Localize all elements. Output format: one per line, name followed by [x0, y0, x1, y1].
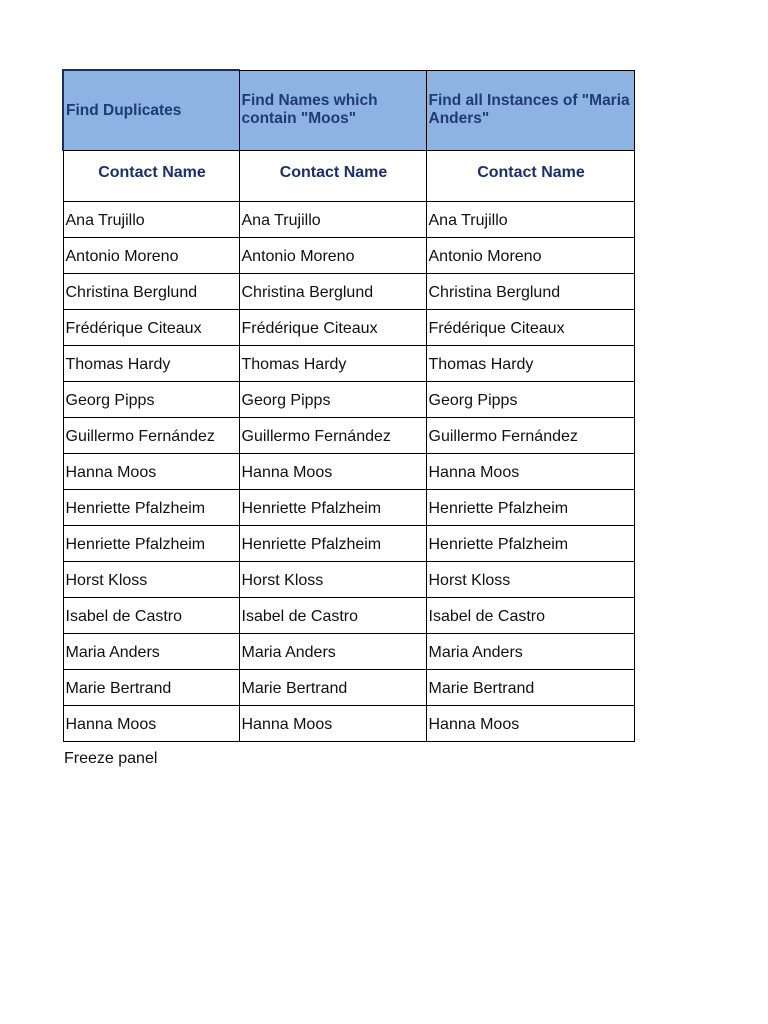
table-cell[interactable]: Frédérique Citeaux [63, 310, 239, 346]
table-cell[interactable]: Guillermo Fernández [426, 418, 634, 454]
table-row [63, 454, 634, 490]
table-cell[interactable]: Antonio Moreno [426, 238, 634, 274]
contact-table [62, 69, 635, 742]
table-cell[interactable]: Maria Anders [63, 634, 239, 670]
table-row [63, 382, 634, 418]
table-cell[interactable]: Thomas Hardy [63, 346, 239, 382]
table-cell[interactable]: Horst Kloss [239, 562, 426, 598]
table-cell[interactable]: Frédérique Citeaux [426, 310, 634, 346]
table-cell[interactable]: Thomas Hardy [426, 346, 634, 382]
header-row [63, 151, 634, 202]
table-cell[interactable]: Ana Trujillo [239, 202, 426, 238]
table-row [63, 490, 634, 526]
table-cell[interactable]: Georg Pipps [426, 382, 634, 418]
table-cell[interactable]: Christina Berglund [239, 274, 426, 310]
table-cell[interactable]: Hanna Moos [426, 454, 634, 490]
table-cell[interactable]: Thomas Hardy [239, 346, 426, 382]
table-cell[interactable]: Horst Kloss [63, 562, 239, 598]
title-row [63, 70, 634, 151]
table-cell[interactable]: Horst Kloss [426, 562, 634, 598]
table-row [63, 238, 634, 274]
spreadsheet-sheet [62, 69, 635, 742]
table-row [63, 418, 634, 454]
table-cell[interactable]: Hanna Moos [63, 454, 239, 490]
table-row [63, 346, 634, 382]
table-cell[interactable]: Maria Anders [239, 634, 426, 670]
table-cell[interactable]: Ana Trujillo [63, 202, 239, 238]
title-cell-find-maria-anders[interactable]: Find all Instances of "Maria Anders" [426, 70, 634, 151]
table-cell[interactable]: Isabel de Castro [239, 598, 426, 634]
table-cell[interactable]: Henriette Pfalzheim [426, 490, 634, 526]
table-cell[interactable]: Christina Berglund [426, 274, 634, 310]
title-cell-find-moos[interactable]: Find Names which contain "Moos" [239, 70, 426, 151]
table-cell[interactable]: Guillermo Fernández [63, 418, 239, 454]
table-cell[interactable]: Hanna Moos [239, 706, 426, 742]
table-row [63, 634, 634, 670]
title-cell-find-duplicates[interactable]: Find Duplicates [63, 70, 239, 151]
table-cell[interactable]: Georg Pipps [239, 382, 426, 418]
table-row [63, 562, 634, 598]
table-cell[interactable]: Hanna Moos [239, 454, 426, 490]
table-row [63, 274, 634, 310]
table-cell[interactable]: Christina Berglund [63, 274, 239, 310]
table-cell[interactable]: Isabel de Castro [63, 598, 239, 634]
column-header[interactable]: Contact Name [63, 151, 239, 202]
table-cell[interactable]: Ana Trujillo [426, 202, 634, 238]
table-cell[interactable]: Henriette Pfalzheim [239, 526, 426, 562]
table-row [63, 598, 634, 634]
table-cell[interactable]: Antonio Moreno [63, 238, 239, 274]
table-cell[interactable]: Marie Bertrand [426, 670, 634, 706]
table-cell[interactable]: Henriette Pfalzheim [239, 490, 426, 526]
table-cell[interactable]: Marie Bertrand [239, 670, 426, 706]
table-cell[interactable]: Guillermo Fernández [239, 418, 426, 454]
table-cell[interactable]: Georg Pipps [63, 382, 239, 418]
freeze-panel-note: Freeze panel [64, 750, 158, 767]
table-cell[interactable]: Henriette Pfalzheim [63, 526, 239, 562]
table-row [63, 706, 634, 742]
table-row [63, 526, 634, 562]
column-header[interactable]: Contact Name [239, 151, 426, 202]
table-cell[interactable]: Isabel de Castro [426, 598, 634, 634]
table-cell[interactable]: Henriette Pfalzheim [426, 526, 634, 562]
table-cell[interactable]: Antonio Moreno [239, 238, 426, 274]
table-cell[interactable]: Hanna Moos [426, 706, 634, 742]
table-row [63, 670, 634, 706]
table-cell[interactable]: Maria Anders [426, 634, 634, 670]
table-cell[interactable]: Hanna Moos [63, 706, 239, 742]
column-header[interactable]: Contact Name [426, 151, 634, 202]
table-row [63, 202, 634, 238]
table-row [63, 310, 634, 346]
table-cell[interactable]: Frédérique Citeaux [239, 310, 426, 346]
table-cell[interactable]: Marie Bertrand [63, 670, 239, 706]
table-cell[interactable]: Henriette Pfalzheim [63, 490, 239, 526]
